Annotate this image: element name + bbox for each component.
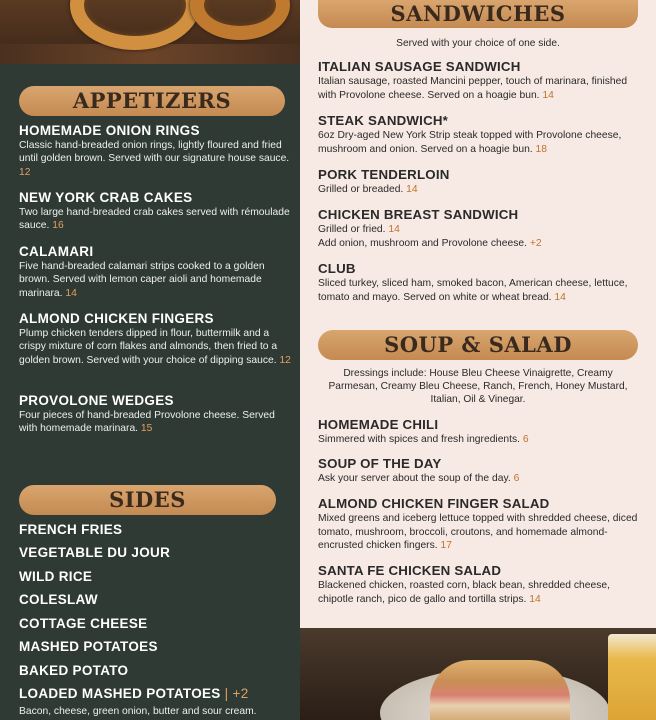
- dressings-note: Dressings include: House Bleu Cheese Vinaigrette, Creamy Parmesan, Creamy Bleu Cheese, Ranch, French, Honey Mustard, Italian, Oil & Vinegar.: [328, 368, 628, 405]
- item-price: 6: [522, 434, 529, 445]
- side-item: VEGETABLE DU JOUR: [19, 545, 171, 560]
- item-name: HOMEMADE CHILI: [318, 417, 439, 432]
- menu-item: [318, 113, 643, 156]
- menu-item: [318, 167, 643, 197]
- soup-salad-banner: SOUP & SALAD: [318, 330, 638, 360]
- item-desc: Grilled or breaded. 14: [318, 184, 418, 195]
- item-name: NEW YORK CRAB CAKES: [19, 190, 193, 205]
- onion-ring: [70, 0, 200, 50]
- onion-ring: [190, 0, 290, 40]
- item-name: SOUP OF THE DAY: [318, 456, 442, 471]
- item-price: 12: [279, 354, 291, 366]
- sandwiches-banner: SANDWICHES: [318, 0, 638, 28]
- item-price: 17: [440, 540, 452, 552]
- menu-item: [318, 261, 643, 304]
- item-desc: Two large hand-breaded crab cakes served with rémoulade sauce. 16: [19, 207, 290, 232]
- item-name: PORK TENDERLOIN: [318, 167, 450, 182]
- item-name: STEAK SANDWICH*: [318, 113, 449, 128]
- menu-item: [19, 190, 291, 233]
- item-desc: Sliced turkey, sliced ham, smoked bacon, American cheese, lettuce, tomato and mayo. Served on white or wheat bread. 14: [318, 278, 628, 303]
- sandwich-photo: [300, 628, 656, 720]
- side-item: COLESLAW: [19, 592, 98, 607]
- item-extra: Add onion, mushroom and Provolone cheese. +2: [318, 237, 542, 249]
- menu-item: [318, 207, 643, 250]
- item-price: 14: [554, 291, 566, 303]
- item-desc: Blackened chicken, roasted corn, black bean, shredded cheese, chipotle ranch, pico de gallo and tortilla strips. 14: [318, 580, 610, 605]
- menu-item: [318, 59, 643, 102]
- item-price: 18: [535, 143, 548, 155]
- menu-item: [318, 563, 643, 606]
- item-price: 14: [529, 593, 541, 605]
- item-price: 12: [19, 166, 31, 178]
- menu-item: [19, 393, 291, 436]
- item-price: 14: [542, 89, 554, 101]
- menu-item: [19, 244, 291, 300]
- beer-glass: [608, 634, 656, 720]
- item-desc: Italian sausage, roasted Mancini pepper, touch of marinara, finished with Provolone cheese. Served on a hoagie bun. 14: [318, 76, 628, 101]
- item-name: PROVOLONE WEDGES: [19, 393, 174, 408]
- item-desc: Simmered with spices and fresh ingredients. 6: [318, 434, 529, 445]
- onion-rings-photo: [0, 0, 300, 64]
- sides-banner: SIDES: [19, 485, 276, 515]
- item-desc: Ask your server about the soup of the day. 6: [318, 473, 520, 484]
- item-desc: Plump chicken tenders dipped in flour, buttermilk and a crispy mixture of corn flakes and almonds, then fried to a golden brown. Served with your choice of dipping sauce. 12: [19, 328, 291, 366]
- side-item-loaded: LOADED MASHED POTATOES | +2: [19, 686, 249, 701]
- item-price: 16: [52, 220, 64, 232]
- item-extra-price: +2: [529, 237, 542, 249]
- item-name: ALMOND CHICKEN FINGER SALAD: [318, 496, 550, 511]
- item-desc: Four pieces of hand-breaded Provolone cheese. Served with homemade marinara. 15: [19, 410, 275, 435]
- side-item: MASHED POTATOES: [19, 639, 158, 654]
- menu-item: [19, 123, 291, 179]
- item-desc: Five hand-breaded calamari strips cooked to a golden brown. Served with lemon caper aioli and homemade marinara. 14: [19, 261, 265, 299]
- item-name: ALMOND CHICKEN FINGERS: [19, 311, 214, 326]
- item-price: 14: [406, 184, 418, 195]
- menu-item: [318, 456, 643, 486]
- item-price: 14: [388, 224, 400, 235]
- side-item: COTTAGE CHEESE: [19, 616, 148, 631]
- side-item-desc: Bacon, cheese, green onion, butter and sour cream.: [19, 706, 257, 717]
- item-price: 14: [65, 287, 77, 299]
- item-name: HOMEMADE ONION RINGS: [19, 123, 200, 138]
- menu-item: [318, 496, 643, 553]
- item-desc: Classic hand-breaded onion rings, lightly floured and fried until golden brown. Served with our signature house sauce. 12: [19, 140, 290, 178]
- item-desc: Grilled or fried. 14: [318, 224, 400, 235]
- sandwich: [430, 660, 570, 720]
- side-item: FRENCH FRIES: [19, 522, 123, 537]
- item-name: CHICKEN BREAST SANDWICH: [318, 207, 519, 222]
- item-desc: Mixed greens and iceberg lettuce topped with shredded cheese, diced tomato, mushroom, broccoli, croutons, and homemade almond-encrusted chicken fingers. 17: [318, 513, 638, 552]
- item-desc: 6oz Dry-aged New York Strip steak topped with Provolone cheese, mushroom and onion. Served on a hoagie bun. 18: [318, 130, 622, 155]
- appetizers-banner: APPETIZERS: [19, 86, 285, 116]
- right-column: [300, 0, 656, 628]
- side-item: BAKED POTATO: [19, 663, 129, 678]
- item-price: 15: [140, 423, 153, 435]
- item-name: CALAMARI: [19, 244, 94, 259]
- side-item: WILD RICE: [19, 569, 93, 584]
- item-name: SANTA FE CHICKEN SALAD: [318, 563, 502, 578]
- menu-item: [19, 311, 291, 367]
- item-name: ITALIAN SAUSAGE SANDWICH: [318, 59, 521, 74]
- menu-item: [318, 417, 643, 447]
- sandwiches-note: Served with your choice of one side.: [396, 38, 560, 49]
- left-column: [0, 0, 300, 720]
- item-name: CLUB: [318, 261, 356, 276]
- item-price: 6: [513, 473, 520, 484]
